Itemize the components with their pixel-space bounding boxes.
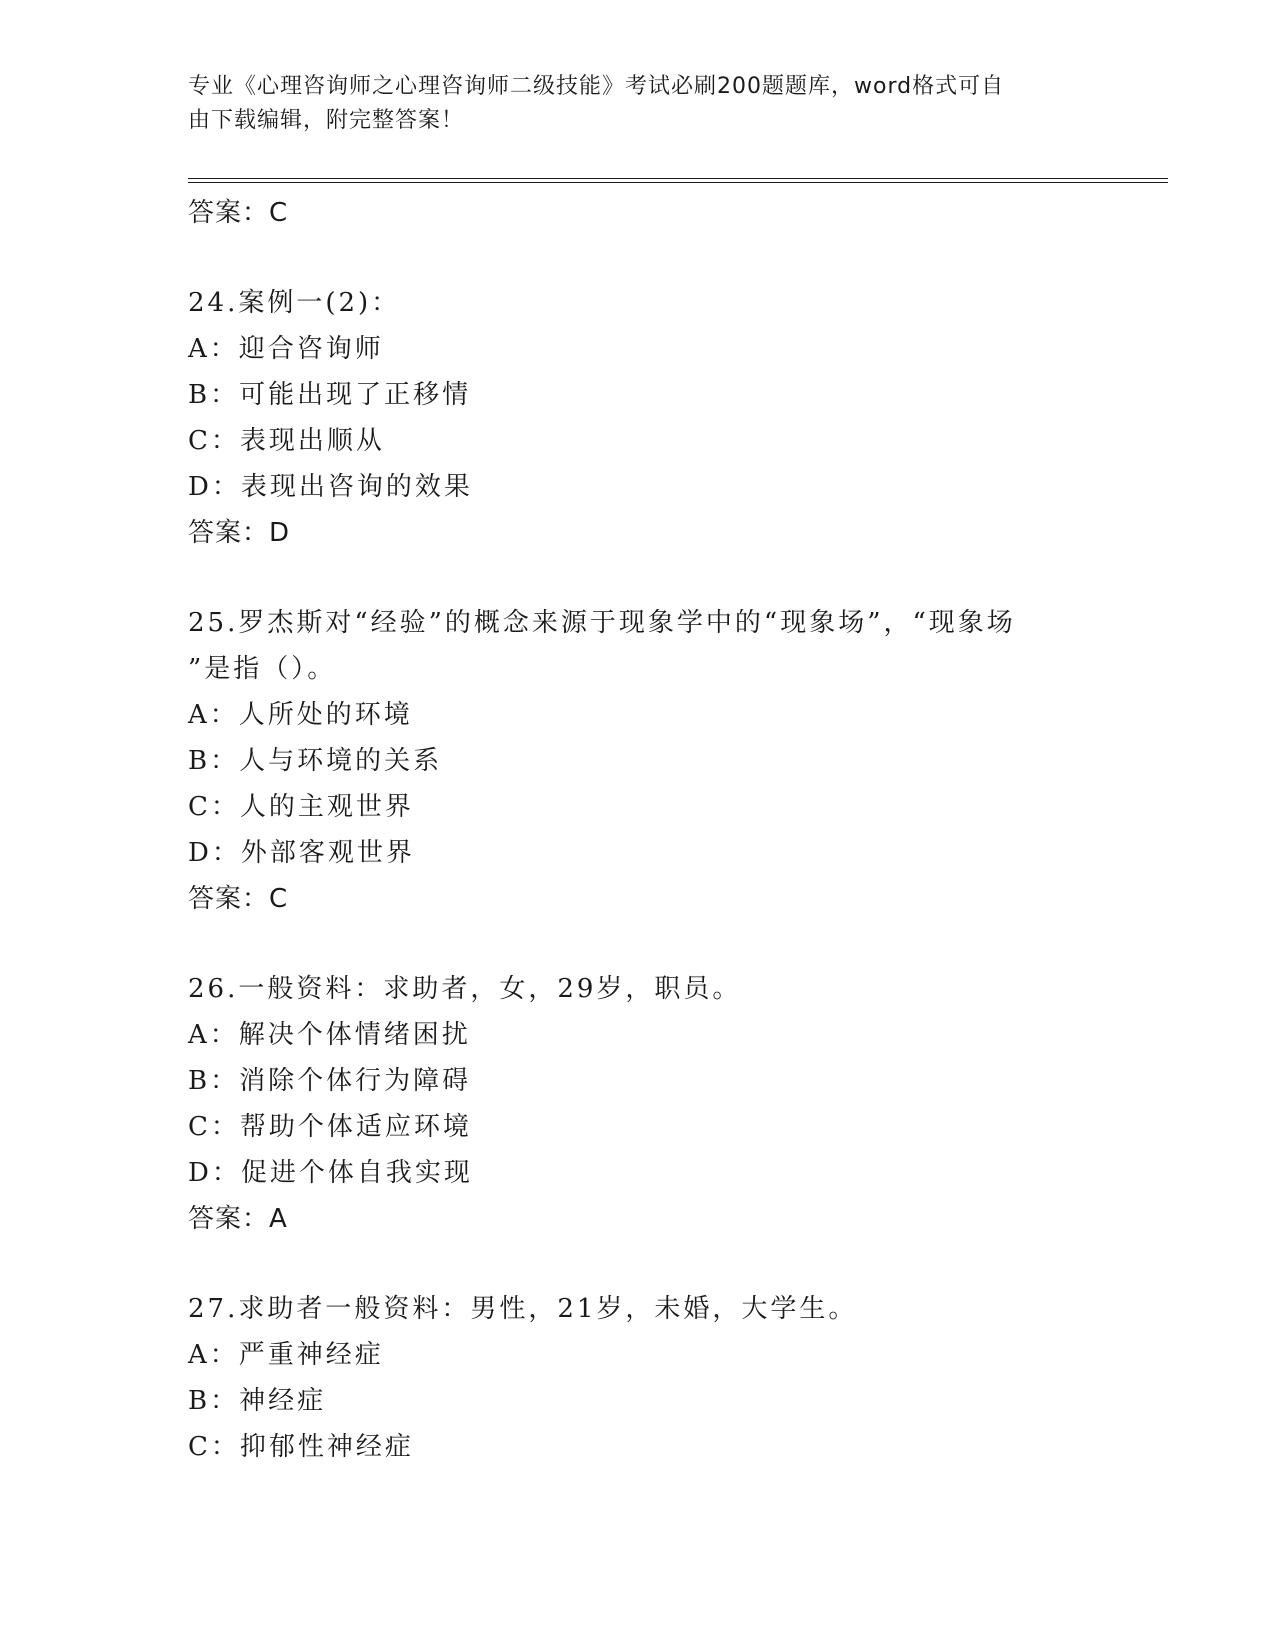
question-stem: 25.罗杰斯对“经验”的概念来源于现象学中的“现象场”，“现象场 ”是指（）。 (188, 608, 1016, 684)
question-block (188, 966, 1088, 1242)
question-stem: 27.求助者一般资料：男性，21岁，未婚，大学生。 (188, 1294, 858, 1324)
question-block (188, 1286, 1088, 1470)
question-block (188, 280, 1088, 556)
answer-line: 答案：D (188, 518, 291, 548)
header-line-2: 由下载编辑，附完整答案！ (188, 108, 465, 133)
question-option: A：严重神经症 (188, 1340, 384, 1370)
question-option: C：帮助个体适应环境 (188, 1112, 472, 1142)
answer-line: 答案：C (188, 198, 289, 228)
question-option: D：外部客观世界 (188, 838, 415, 868)
header-line-1: 专业《心理咨询师之心理咨询师二级技能》考试必刷200题题库，word格式可自 (188, 74, 1005, 99)
header-divider-bottom (188, 182, 1168, 183)
question-option: D：促进个体自我实现 (188, 1158, 473, 1188)
question-stem: 26.一般资料：求助者，女，29岁，职员。 (188, 974, 742, 1004)
answer-line: 答案：C (188, 884, 289, 914)
question-option: A：解决个体情绪困扰 (188, 1020, 471, 1050)
question-option: C：人的主观世界 (188, 792, 414, 822)
document-header (188, 70, 1068, 138)
question-option: B：可能出现了正移情 (188, 380, 472, 410)
question-block (188, 600, 1088, 922)
question-option: C：抑郁性神经症 (188, 1432, 414, 1462)
questions-container (188, 280, 1088, 1470)
answer-line: 答案：A (188, 1204, 288, 1234)
header-divider-top (188, 178, 1168, 179)
question-option: D：表现出咨询的效果 (188, 472, 473, 502)
question-list (188, 190, 1088, 1470)
question-option: B：人与环境的关系 (188, 746, 443, 776)
question-stem: 24.案例一(2)： (188, 288, 401, 318)
question-option: B：消除个体行为障碍 (188, 1066, 472, 1096)
question-option: A：迎合咨询师 (188, 334, 384, 364)
question-option: B：神经症 (188, 1386, 327, 1416)
question-option: A：人所处的环境 (188, 700, 413, 730)
question-option: C：表现出顺从 (188, 426, 385, 456)
